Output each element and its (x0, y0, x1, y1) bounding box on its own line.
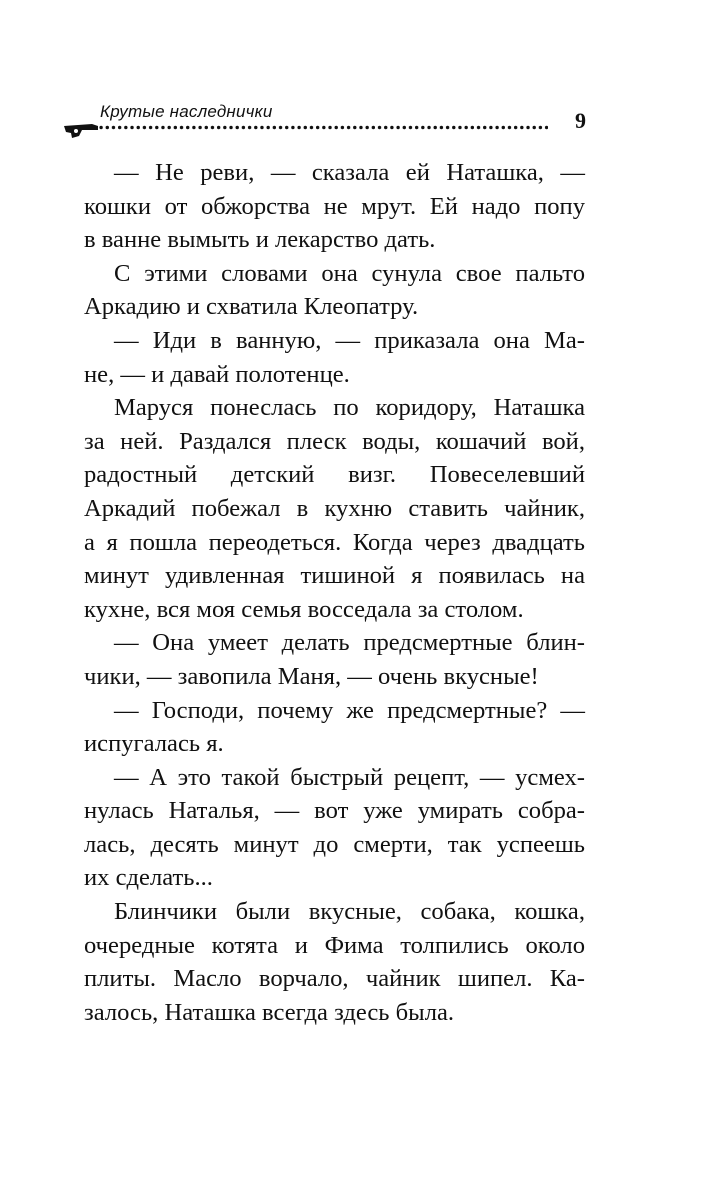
paragraph (84, 694, 585, 761)
text-line: радостный детский визг. Повеселевший (84, 461, 585, 489)
text-line: их сделать... (84, 864, 213, 892)
text-line: минут удивленная тишиной я появилась на (84, 562, 585, 590)
text-line: в ванне вымыть и лекарство дать. (84, 226, 436, 254)
text-line: кухне, вся моя семья восседала за столом. (84, 595, 524, 623)
paragraph (84, 156, 585, 257)
body-text (84, 156, 585, 1029)
text-line: за ней. Раздался плеск воды, кошачий вой, (84, 427, 585, 455)
text-line: чики, — завопила Маня, — очень вкусные! (84, 662, 539, 690)
text-line: — Не реви, — сказала ей Наташка, — (114, 159, 585, 186)
page-number: 9 (575, 108, 586, 133)
running-header (62, 100, 588, 140)
text-line: Аркадию и схватила Клеопатру. (84, 293, 419, 321)
running-title: Крутые наследнички (100, 102, 273, 121)
text-line: Аркадий побежал в кухню ставить чайник, (84, 494, 585, 522)
text-line: нулась Наталья, — вот уже умирать собра- (84, 797, 585, 825)
text-line: лась, десять минут до смерти, так успеешь (84, 830, 585, 858)
text-line: — Иди в ванную, — приказала она Ма- (114, 326, 585, 354)
text-line: а я пошла переодеться. Когда через двадцать (84, 528, 585, 556)
dotted-leader (98, 125, 548, 130)
paragraph (84, 895, 585, 1029)
revolver-icon (62, 120, 100, 140)
paragraph (84, 626, 585, 693)
text-line: очередные котята и Фима толпились около (84, 931, 585, 959)
text-line: — Она умеет делать предсмертные блин- (114, 629, 585, 657)
paragraph (84, 257, 585, 324)
text-line: не, — и давай полотенце. (84, 360, 350, 388)
text-line: кошки от обжорства не мрут. Ей надо попу (84, 192, 585, 220)
text-line: плиты. Масло ворчало, чайник шипел. Ка- (84, 965, 585, 993)
text-line: Блинчики были вкусные, собака, кошка, (114, 898, 585, 926)
paragraph (84, 324, 585, 391)
text-line: — А это такой быстрый рецепт, — усмех- (114, 763, 585, 791)
text-line: — Господи, почему же предсмертные? — (114, 696, 585, 724)
text-line: Маруся понеслась по коридору, Наташка (114, 394, 585, 422)
text-line: испугалась я. (84, 730, 224, 758)
paragraph (84, 761, 585, 895)
text-line: С этими словами она сунула свое пальто (114, 259, 585, 287)
text-line: залось, Наташка всегда здесь была. (84, 998, 455, 1026)
paragraph (84, 391, 585, 626)
